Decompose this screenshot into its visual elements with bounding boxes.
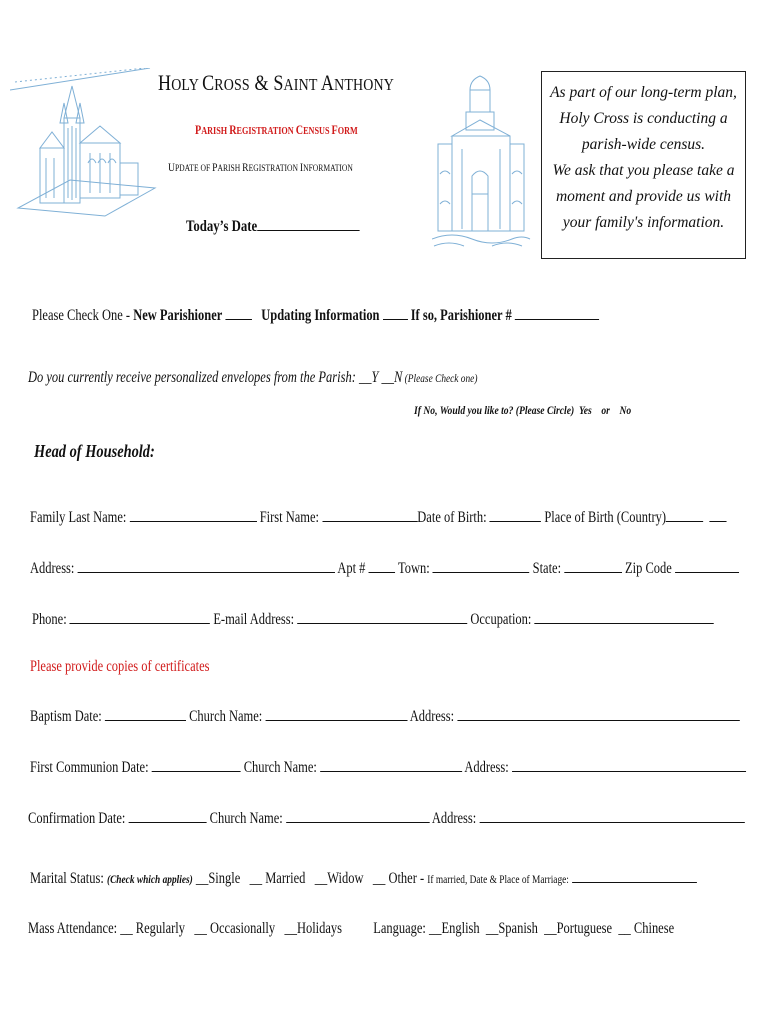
email-field[interactable] bbox=[297, 609, 467, 624]
notice-line: We ask that you please take a bbox=[552, 162, 735, 179]
form-subtitle: PARISH REGISTRATION CENSUS FORM bbox=[195, 122, 358, 137]
address-row: Address: Apt # Town: State: Zip Code bbox=[30, 558, 770, 578]
updating-info-blank[interactable] bbox=[383, 305, 408, 320]
notice-line: Holy Cross is conducting a bbox=[559, 110, 728, 127]
notice-line: parish-wide census. bbox=[581, 136, 706, 153]
marriage-date-place-field[interactable] bbox=[572, 868, 697, 883]
new-parishioner-blank[interactable] bbox=[225, 305, 252, 320]
parish-title: HOLY CROSS & SAINT ANTHONY bbox=[158, 70, 394, 95]
english-option[interactable]: __English bbox=[429, 920, 480, 937]
cathedral-sketch-icon bbox=[10, 68, 160, 218]
first-communion-date-field[interactable] bbox=[152, 757, 241, 772]
notice-line: your family's information. bbox=[562, 214, 725, 231]
other-option[interactable]: __ Other bbox=[372, 870, 417, 887]
family-name-row: Family Last Name: First Name: Date of Birth: Place of Birth (Country) bbox=[30, 507, 770, 527]
no-option[interactable]: No bbox=[619, 403, 632, 417]
confirmation-row: Confirmation Date: Church Name: Address: bbox=[28, 808, 770, 828]
single-option[interactable]: __Single bbox=[195, 870, 241, 887]
holidays-option[interactable]: __Holidays bbox=[284, 920, 343, 937]
todays-date-field[interactable] bbox=[186, 216, 403, 236]
spanish-option[interactable]: __Spanish bbox=[485, 920, 538, 937]
envelope-yn-options[interactable]: __Y __N bbox=[358, 369, 403, 386]
place-of-birth-extra[interactable] bbox=[710, 507, 727, 522]
confirmation-date-field[interactable] bbox=[129, 808, 207, 823]
head-of-household-heading: Head of Household: bbox=[34, 441, 155, 461]
todays-date-blank[interactable] bbox=[257, 216, 359, 231]
certificates-note: Please provide copies of certificates bbox=[30, 658, 210, 675]
first-name-field[interactable] bbox=[322, 507, 417, 522]
envelopes-followup: If No, Would you like to? (Please Circle) Yes or No bbox=[414, 403, 632, 417]
confirmation-church-field[interactable] bbox=[286, 808, 430, 823]
date-of-birth-field[interactable] bbox=[490, 507, 541, 522]
baptism-row: Baptism Date: Church Name: Address: bbox=[30, 706, 770, 726]
regularly-option[interactable]: __ Regularly bbox=[120, 920, 186, 937]
confirmation-address-field[interactable] bbox=[479, 808, 744, 823]
portuguese-option[interactable]: __Portuguese bbox=[544, 920, 613, 937]
baptism-church-field[interactable] bbox=[265, 706, 407, 721]
church-sketch-icon bbox=[432, 74, 532, 254]
apt-field[interactable] bbox=[369, 558, 396, 573]
update-info-heading: UPDATE OF PARISH REGISTRATION INFORMATION bbox=[168, 160, 353, 174]
baptism-date-field[interactable] bbox=[105, 706, 186, 721]
town-field[interactable] bbox=[433, 558, 530, 573]
first-communion-address-field[interactable] bbox=[512, 757, 746, 772]
married-option[interactable]: __ Married bbox=[249, 870, 306, 887]
notice-line: moment and provide us with bbox=[555, 188, 732, 205]
first-communion-row: First Communion Date: Church Name: Address: bbox=[30, 757, 770, 777]
census-notice-box bbox=[541, 71, 746, 259]
parishioner-number-blank[interactable] bbox=[515, 305, 599, 320]
occupation-field[interactable] bbox=[534, 609, 713, 624]
address-field[interactable] bbox=[77, 558, 334, 573]
yes-option[interactable]: Yes bbox=[578, 403, 592, 417]
widow-option[interactable]: __Widow bbox=[314, 870, 364, 887]
occasionally-option[interactable]: __ Occasionally bbox=[194, 920, 276, 937]
phone-field[interactable] bbox=[70, 609, 210, 624]
baptism-address-field[interactable] bbox=[457, 706, 739, 721]
family-last-name-field[interactable] bbox=[129, 507, 256, 522]
todays-date-label: Today’s Date bbox=[186, 218, 258, 235]
notice-line: As part of our long-term plan, bbox=[550, 84, 737, 101]
state-field[interactable] bbox=[564, 558, 622, 573]
mass-attendance-row: Mass Attendance: __ Regularly __ Occasionally __Holidays Language: __English __Spanish __Portuguese __ Chinese bbox=[28, 920, 675, 937]
marital-status-row: Marital Status: (Check which applies) __Single __ Married __Widow __ Other - If married, Date & Place of Marriage: bbox=[30, 868, 770, 888]
zip-code-field[interactable] bbox=[675, 558, 739, 573]
phone-row: Phone: E-mail Address: Occupation: bbox=[32, 609, 770, 629]
check-one-row: Please Check One - New Parishioner Updating Information If so, Parishioner # bbox=[32, 305, 759, 325]
place-of-birth-field[interactable] bbox=[666, 507, 703, 522]
chinese-option[interactable]: __ Chinese bbox=[618, 920, 675, 937]
envelopes-question: Do you currently receive personalized envelopes from the Parish: __Y __N (Please Check one) bbox=[28, 369, 478, 386]
first-communion-church-field[interactable] bbox=[320, 757, 462, 772]
